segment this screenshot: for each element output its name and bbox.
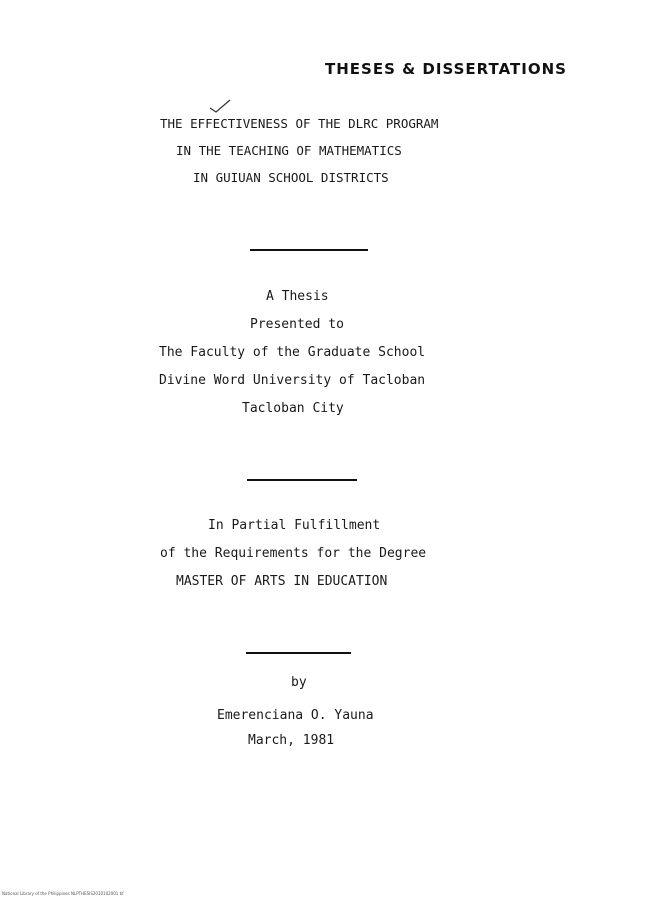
city-line: Tacloban City xyxy=(242,401,344,416)
title-line-2: IN THE TEACHING OF MATHEMATICS xyxy=(176,143,402,158)
divider-3 xyxy=(246,652,351,654)
divider-2 xyxy=(247,479,357,481)
divider-1 xyxy=(250,249,368,251)
page-footer: National Library of the Philippines NLPTHESIS2010102001 tif xyxy=(2,891,124,896)
presented-to: Presented to xyxy=(250,317,344,332)
theses-dissertations-stamp: THESES & DISSERTATIONS xyxy=(325,60,567,78)
title-line-1: THE EFFECTIVENESS OF THE DLRC PROGRAM xyxy=(160,116,439,131)
degree-line: MASTER OF ARTS IN EDUCATION xyxy=(176,574,388,589)
submission-date: March, 1981 xyxy=(248,733,335,748)
university-line: Divine Word University of Tacloban xyxy=(159,373,426,388)
handwritten-mark-icon xyxy=(208,98,232,118)
thesis-label: A Thesis xyxy=(266,289,329,304)
author-name: Emerenciana O. Yauna xyxy=(217,708,374,723)
fulfillment-line-1: In Partial Fulfillment xyxy=(208,518,381,533)
checkmark-icon xyxy=(208,98,232,114)
fulfillment-line-2: of the Requirements for the Degree xyxy=(160,546,427,561)
by-label: by xyxy=(291,675,307,690)
faculty-line: The Faculty of the Graduate School xyxy=(159,345,426,360)
title-line-3: IN GUIUAN SCHOOL DISTRICTS xyxy=(193,170,389,185)
